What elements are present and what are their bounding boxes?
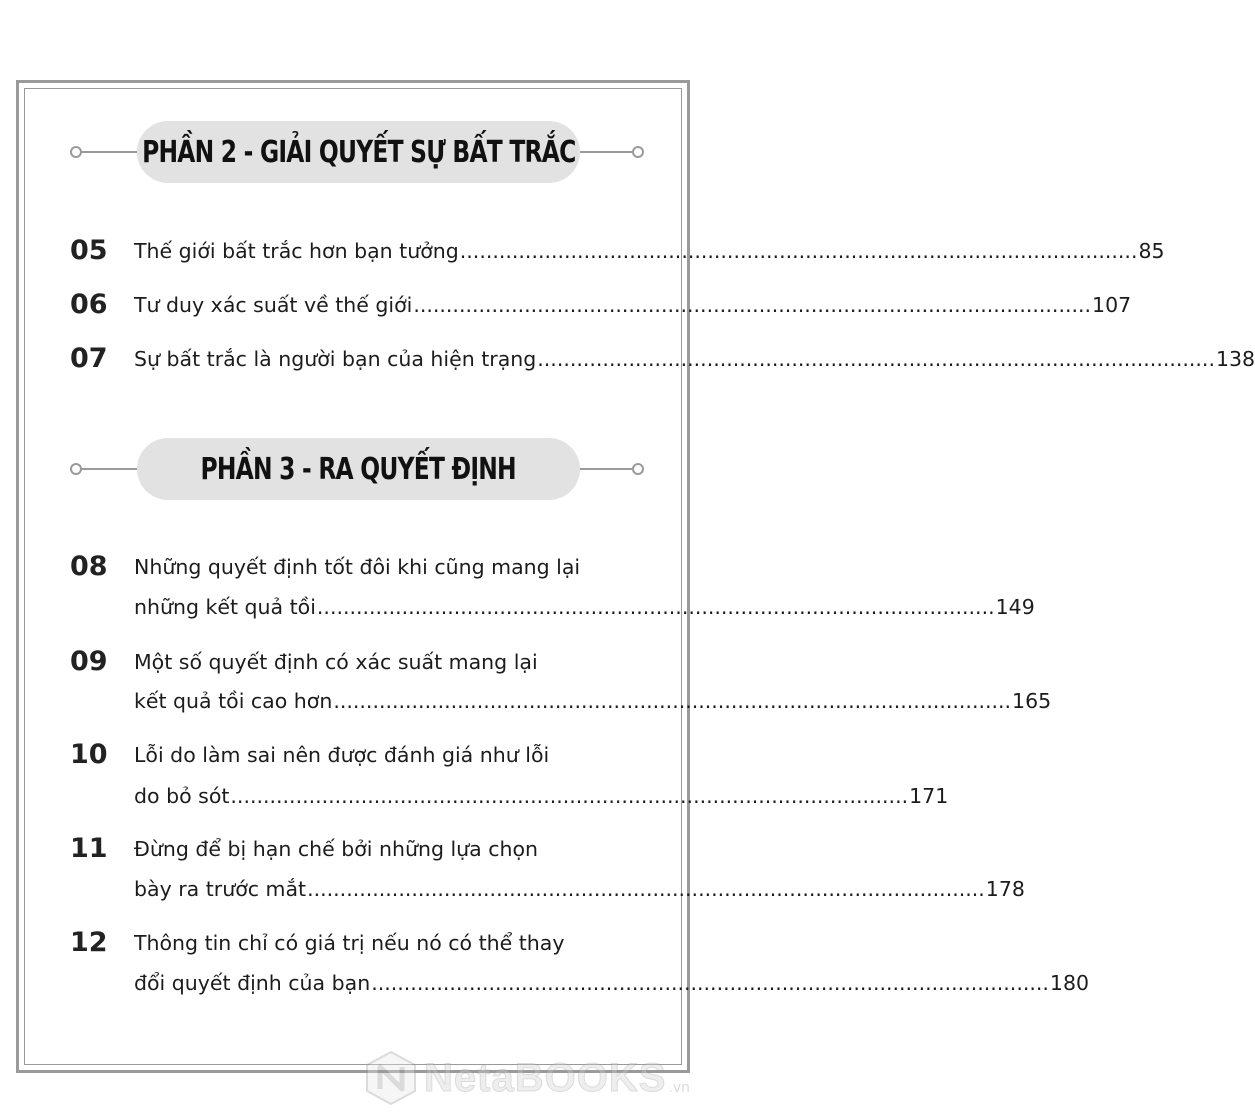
dot-leader: ........................................................................................................ [459, 239, 1138, 263]
dot-leader: ........................................................................................................ [413, 293, 1092, 317]
section-title: PHẦN 3 - RA QUYẾT ĐỊNH [200, 451, 517, 487]
chapter-number: 09 [70, 646, 108, 677]
netabooks-logo-icon [362, 1049, 420, 1107]
section-title-pill [137, 438, 580, 500]
dot-leader: ........................................................................................................ [537, 347, 1215, 371]
section-header-part-3 [0, 437, 700, 501]
chapter-title: bày ra trước mắt [134, 877, 307, 901]
chapter-title-line [134, 689, 1052, 713]
section-title-pill [137, 121, 580, 183]
watermark [362, 1046, 692, 1110]
chapter-title: do bỏ sót [134, 784, 230, 808]
chapter-number: 07 [70, 343, 108, 374]
chapter-title-line [134, 293, 1132, 317]
page-number: 180 [1049, 971, 1090, 995]
chapter-number: 06 [70, 289, 108, 320]
page-number: 85 [1138, 239, 1165, 263]
header-dot-left-icon [70, 463, 82, 475]
header-connector-right [580, 468, 635, 470]
page-number: 171 [909, 784, 949, 808]
chapter-title: kết quả tồi cao hơn [134, 689, 333, 713]
section-title: PHẦN 2 - GIẢI QUYẾT SỰ BẤT TRẮC [141, 134, 576, 170]
chapter-number: 05 [70, 235, 108, 266]
chapter-title: những kết quả tồi [134, 595, 316, 619]
dot-leader: ........................................................................................................ [333, 689, 1012, 713]
chapter-title: đổi quyết định của bạn [134, 971, 371, 995]
watermark-suffix: .vn [668, 1080, 690, 1096]
chapter-number: 11 [70, 833, 108, 864]
header-connector-right [580, 151, 635, 153]
page-number: 165 [1012, 689, 1052, 713]
header-connector-left [80, 468, 137, 470]
chapter-title: Sự bất trắc là người bạn của hiện trạng [134, 347, 537, 371]
chapter-number: 08 [70, 551, 108, 582]
chapter-title-first-line: Những quyết định tốt đôi khi cũng mang lại [134, 555, 581, 579]
chapter-title-first-line: Thông tin chỉ có giá trị nếu nó có thể thay [134, 931, 565, 955]
chapter-title-line [134, 877, 1025, 901]
section-header-part-2 [0, 120, 700, 184]
page-number: 149 [995, 595, 1035, 619]
chapter-number: 12 [70, 927, 108, 958]
chapter-title-first-line: Lỗi do làm sai nên được đánh giá như lỗi [134, 743, 550, 767]
dot-leader: ........................................................................................................ [307, 877, 985, 901]
page-number: 178 [985, 877, 1025, 901]
chapter-title-line [134, 595, 1035, 619]
watermark-brand: NetaBOOKS [424, 1055, 667, 1100]
header-connector-left [80, 151, 137, 153]
chapter-title-line [134, 347, 1255, 371]
chapter-title-first-line: Đừng để bị hạn chế bởi những lựa chọn [134, 837, 539, 861]
header-dot-right-icon [632, 146, 644, 158]
chapter-title: Thế giới bất trắc hơn bạn tưởng [134, 239, 459, 263]
chapter-title-line [134, 784, 949, 808]
header-dot-left-icon [70, 146, 82, 158]
chapter-title-first-line: Một số quyết định có xác suất mang lại [134, 650, 538, 674]
chapter-title-line [134, 239, 1165, 263]
dot-leader: ........................................................................................................ [230, 784, 909, 808]
chapter-title-line [134, 971, 1090, 995]
dot-leader: ........................................................................................................ [316, 595, 995, 619]
chapter-number: 10 [70, 739, 108, 770]
dot-leader: ........................................................................................................ [371, 971, 1049, 995]
header-dot-right-icon [632, 463, 644, 475]
page-number: 138 [1215, 347, 1255, 371]
page-number: 107 [1092, 293, 1132, 317]
chapter-title: Tư duy xác suất về thế giới [134, 293, 413, 317]
